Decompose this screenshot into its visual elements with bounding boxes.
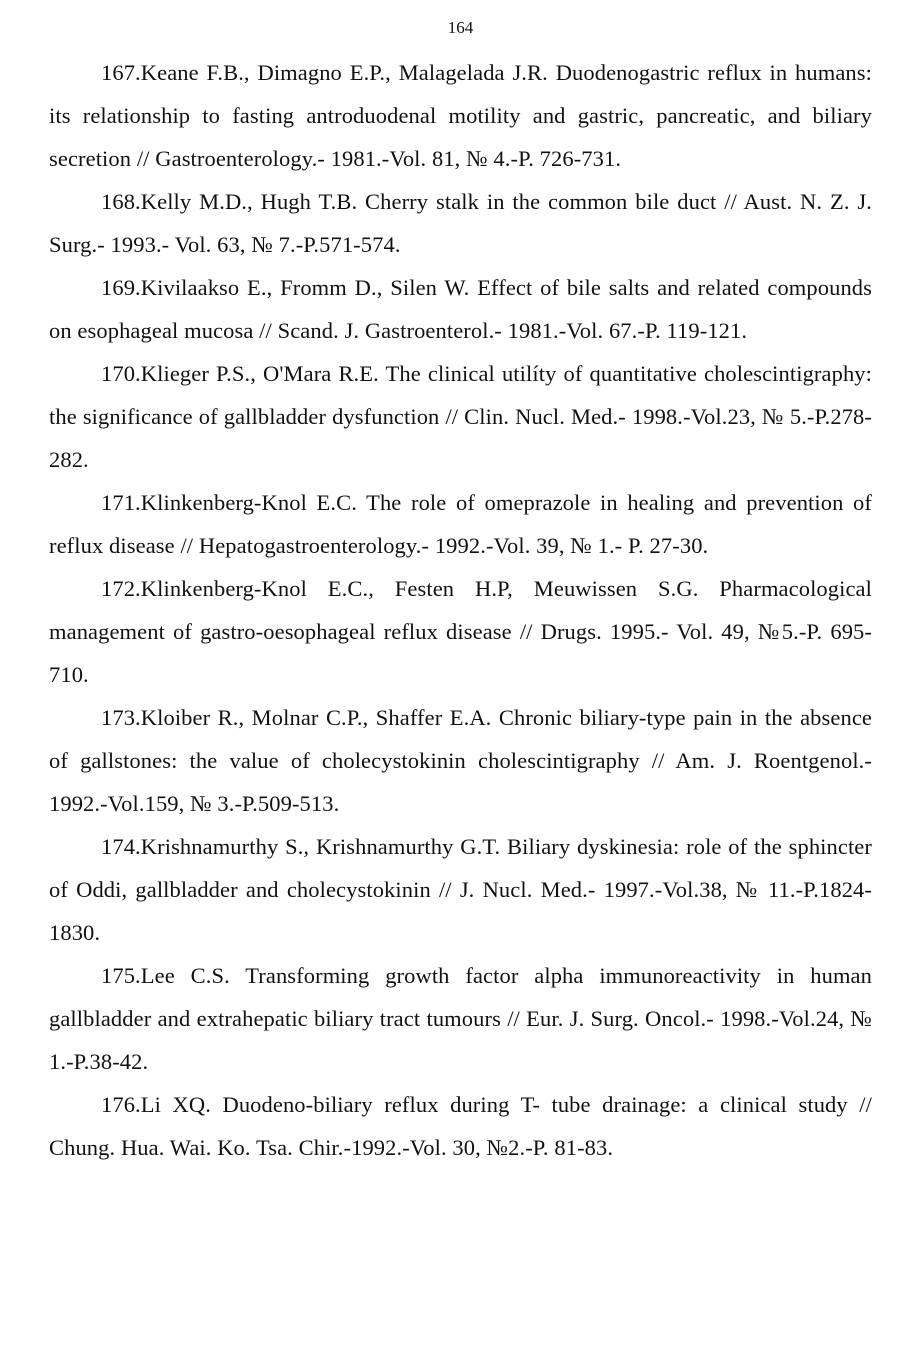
reference-item: 168.Kelly M.D., Hugh T.B. Cherry stalk in the common bile duct // Aust. N. Z. J. Surg.- 1993.- Vol. 63, № 7.-P.571-574. [49, 189, 872, 257]
reference-item: 169.Kivilaakso E., Fromm D., Silen W. Effect of bile salts and related compounds on esophageal mucosa // Scand. J. Gastroenterol.- 1981.-Vol. 67.-P. 119-121. [49, 275, 872, 343]
reference-item: 172.Klinkenberg-Knol E.C., Festen H.P, Meuwissen S.G. Pharmacological management of gastro-oesophageal reflux disease // Drugs. 1995.- Vol. 49, №5.-P. 695-710. [49, 576, 872, 687]
reference-item: 173.Kloiber R., Molnar C.P., Shaffer E.A. Chronic biliary-type pain in the absence of gallstones: the value of cholecystokinin cholescintigraphy // Am. J. Roentgenol.- 1992.-Vol.159, № 3.-P.509-513. [49, 705, 872, 816]
page-number: 164 [447, 18, 474, 37]
reference-item: 167.Keane F.B., Dimagno E.P., Malagelada J.R. Duodenogastric reflux in humans: its relationship to fasting antroduodenal motility and gastric, pancreatic, and biliary secretion // Gastroenterology.- 1981.-Vol. 81, № 4.-P. 726-731. [49, 60, 872, 171]
reference-list [49, 51, 872, 1169]
reference-item: 175.Lee C.S. Transforming growth factor alpha immunoreactivity in human gallbladder and extrahepatic biliary tract tumours // Eur. J. Surg. Oncol.- 1998.-Vol.24, № 1.-P.38-42. [49, 963, 872, 1074]
reference-item: 174.Krishnamurthy S., Krishnamurthy G.T. Biliary dyskinesia: role of the sphincter of Oddi, gallbladder and cholecystokinin // J. Nucl. Med.- 1997.-Vol.38, № 11.-P.1824-1830. [49, 834, 872, 945]
reference-item: 176.Li XQ. Duodeno-biliary reflux during T- tube drainage: a clinical study // Chung. Hua. Wai. Ko. Tsa. Chir.-1992.-Vol. 30, №2.-P. 81-83. [49, 1092, 872, 1160]
reference-item: 171.Klinkenberg-Knol E.C. The role of omeprazole in healing and prevention of reflux disease // Hepatogastroenterology.- 1992.-Vol. 39, № 1.- P. 27-30. [49, 490, 872, 558]
reference-item: 170.Klieger P.S., O'Mara R.E. The clinical utilíty of quantitative cholescintigraphy: the significance of gallbladder dysfunction // Clin. Nucl. Med.- 1998.-Vol.23, № 5.-P.278-282. [49, 361, 872, 472]
